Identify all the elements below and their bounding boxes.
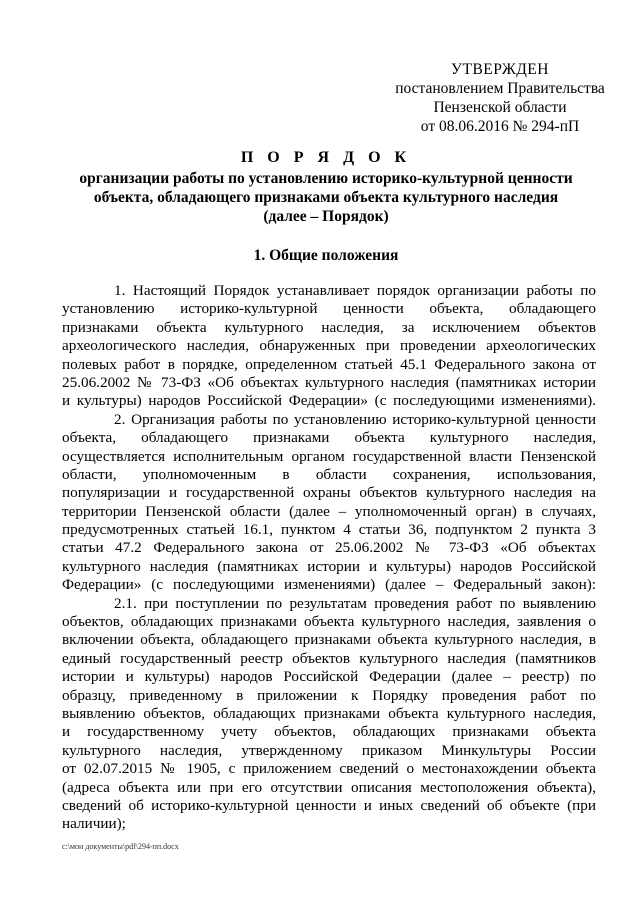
- body-line: включении объекта, обладающего признаками объекта культурного наследия, в: [62, 631, 596, 649]
- body-line: осуществляется исполнительным органом государственной власти Пензенской: [62, 447, 596, 465]
- body-line: объектов, обладающих признаками объекта культурного наследия, заявления о: [62, 613, 596, 631]
- body-line: предусмотренных статьей 16.1, пунктом 4 статьи 36, подпунктом 2 пункта 3: [62, 521, 596, 539]
- body-line: выявлению объектов, обладающих признаками объекта культурного наследия,: [62, 704, 596, 722]
- approval-stamp: [380, 60, 620, 136]
- body-line: популяризации и государственной охраны объектов культурного наследия на: [62, 484, 596, 502]
- document-subtitle-line-1: организации работы по установлению историко-культурной ценности: [79, 170, 573, 187]
- body-line: наличии);: [62, 815, 126, 833]
- body-text: [62, 282, 596, 834]
- footer-file-path: c:\мои документы\pdf\294-пп.docx: [62, 842, 179, 851]
- body-line: культурного наследия (памятниках истории и культуры) народов Российской: [62, 557, 596, 575]
- body-line: истории и культуры) народов Российской Федерации (далее – реестр) по: [62, 668, 596, 686]
- body-line: установлению историко-культурной ценности объекта, обладающего: [62, 300, 596, 318]
- approval-heading: УТВЕРЖДЕН: [451, 61, 549, 78]
- body-line: образцу, приведенному в приложении к Порядку проведения работ по: [62, 686, 596, 704]
- body-line: полевых работ в порядке, определенном статьей 45.1 Федерального закона от: [62, 355, 596, 373]
- body-line: (адреса объекта или при его отсутствии описания местоположения объекта),: [62, 778, 596, 796]
- body-line: единый государственный реестр объектов культурного наследия (памятников: [62, 649, 596, 667]
- body-line: от 02.07.2015 № 1905, с приложением сведений о местонахождении объекта: [62, 760, 596, 778]
- approval-line-2: Пензенской области: [433, 99, 567, 116]
- body-line: области, уполномоченным в области сохранения, использования,: [62, 465, 596, 483]
- body-line: 1. Настоящий Порядок устанавливает порядок организации работы по: [114, 282, 596, 299]
- body-line: территории Пензенской области (далее – уполномоченный орган) в случаях,: [62, 502, 596, 520]
- body-line: Федерации» (с последующими изменениями) (далее – Федеральный закон):: [62, 576, 596, 594]
- body-line: и государственному учету объектов, обладающих признаками объекта: [62, 723, 596, 741]
- document-title: П О Р Я Д О К: [240, 149, 412, 166]
- body-line: объекта, обладающего признаками объекта культурного наследия,: [62, 429, 596, 447]
- body-line: сведений об историко-культурной ценности и иных сведений об объекте (при: [62, 796, 596, 814]
- body-line: археологического наследия, обнаруженных при проведении археологических: [62, 337, 596, 355]
- document-subtitle-line-3: (далее – Порядок): [263, 208, 389, 225]
- document-title-block: [60, 148, 592, 226]
- document-subtitle-line-2: объекта, обладающего признаками объекта культурного наследия: [93, 189, 559, 206]
- body-line: 2.1. при поступлении по результатам проведения работ по выявлению: [114, 594, 596, 612]
- section-heading: 1. Общие положения: [253, 247, 399, 264]
- approval-line-1: постановлением Правительства: [395, 80, 605, 97]
- body-line: и культуры) народов Российской Федерации» (с последующими изменениями).: [62, 392, 596, 410]
- body-line: культурного наследия, утвержденному приказом Минкультуры России: [62, 741, 596, 759]
- body-line: признаками объекта культурного наследия, за исключением объектов: [62, 318, 596, 336]
- body-line: 2. Организация работы по установлению историко-культурной ценности: [114, 410, 596, 428]
- body-line: статьи 47.2 Федерального закона от 25.06.2002 № 73-ФЗ «Об объектах: [62, 539, 596, 557]
- body-line: 25.06.2002 № 73-ФЗ «Об объектах культурного наследия (памятниках истории: [62, 373, 596, 391]
- approval-line-3: от 08.06.2016 № 294-пП: [420, 118, 580, 135]
